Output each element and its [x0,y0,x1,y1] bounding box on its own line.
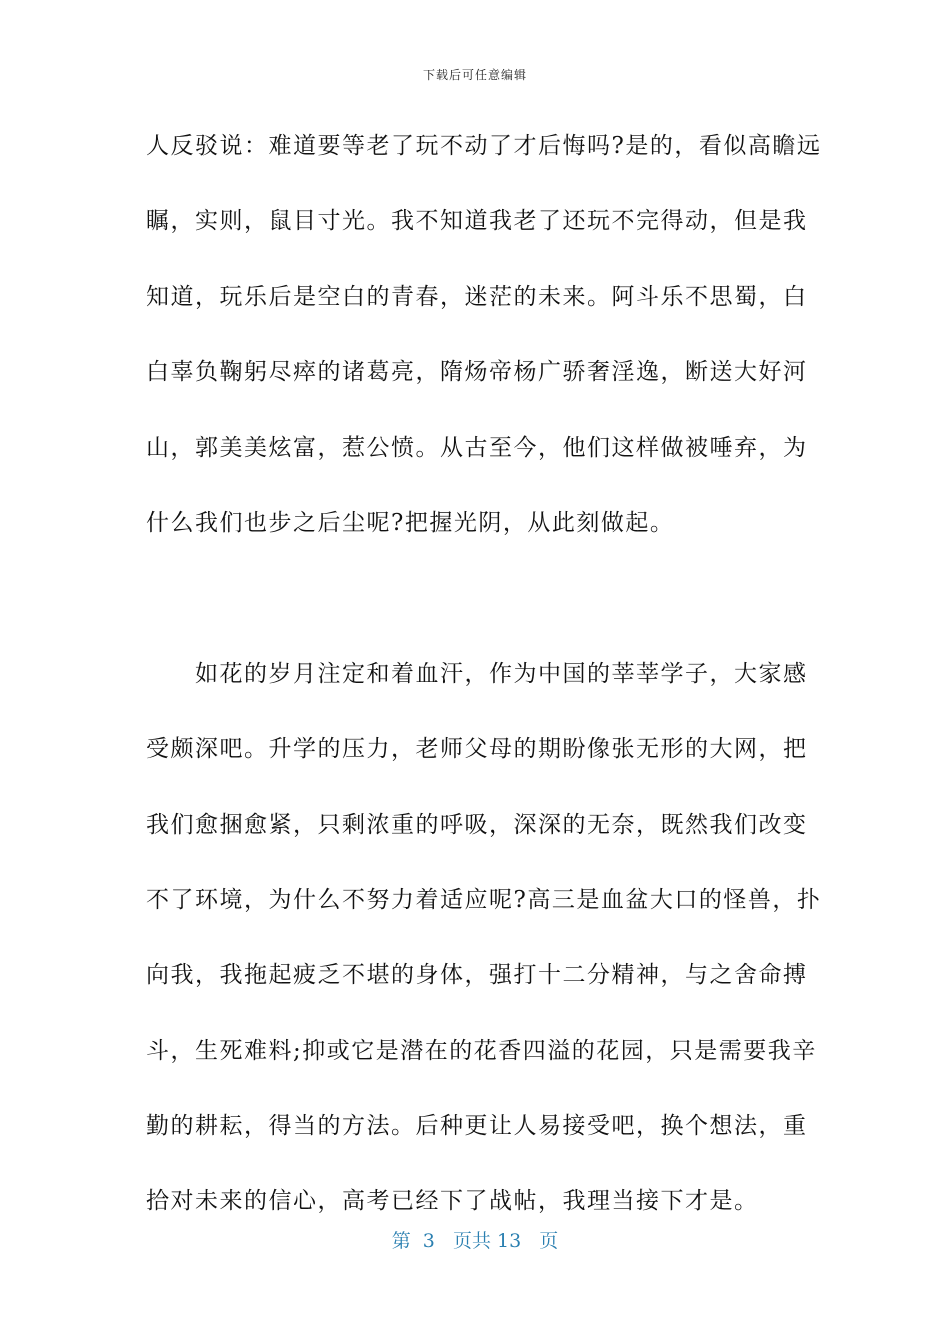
paragraph-2 [146,656,822,1259]
text-line: 我们愈捆愈紧，只剩浓重的呼吸，深深的无奈，既然我们改变 [146,811,808,838]
text-line: 山，郭美美炫富，惹公愤。从古至今，他们这样做被唾弃，为 [146,434,808,461]
paragraph-spacer [146,580,808,655]
text-line: 拾对未来的信心，高考已经下了战帖，我理当接下才是。 [146,1188,759,1215]
text-line: 人反驳说：难道要等老了玩不动了才后悔吗?是的，看似高瞻远 [146,133,822,159]
document-body [146,128,822,1259]
text-line: 受颇深吧。升学的压力，老师父母的期盼像张无形的大网，把 [146,736,808,763]
paragraph-1 [146,128,822,580]
page-number-footer: 第 3 页共 13 页 [391,1230,559,1252]
text-line: 白辜负鞠躬尽瘁的诸葛亮，隋炀帝杨广骄奢淫逸，断送大好河 [146,359,808,386]
text-line: 向我，我拖起疲乏不堪的身体，强打十二分精神，与之舍命搏 [146,962,808,989]
text-line: 瞩，实则，鼠目寸光。我不知道我老了还玩不完得动，但是我 [146,208,808,235]
page-header: 下载后可任意编辑 [422,68,527,82]
text-line: 不了环境，为什么不努力着适应呢?高三是血盆大口的怪兽，扑 [146,886,822,913]
text-line: 如花的岁月注定和着血汗，作为中国的莘莘学子，大家感 [146,660,808,687]
text-line: 勤的耕耘，得当的方法。后种更让人易接受吧，换个想法，重 [146,1113,808,1140]
text-line: 知道，玩乐后是空白的青春，迷茫的未来。阿斗乐不思蜀，白 [146,283,808,310]
text-line: 斗，生死难料;抑或它是潜在的花香四溢的花园，只是需要我辛 [146,1037,817,1064]
text-line: 什么我们也步之后尘呢?把握光阴，从此刻做起。 [146,509,675,536]
